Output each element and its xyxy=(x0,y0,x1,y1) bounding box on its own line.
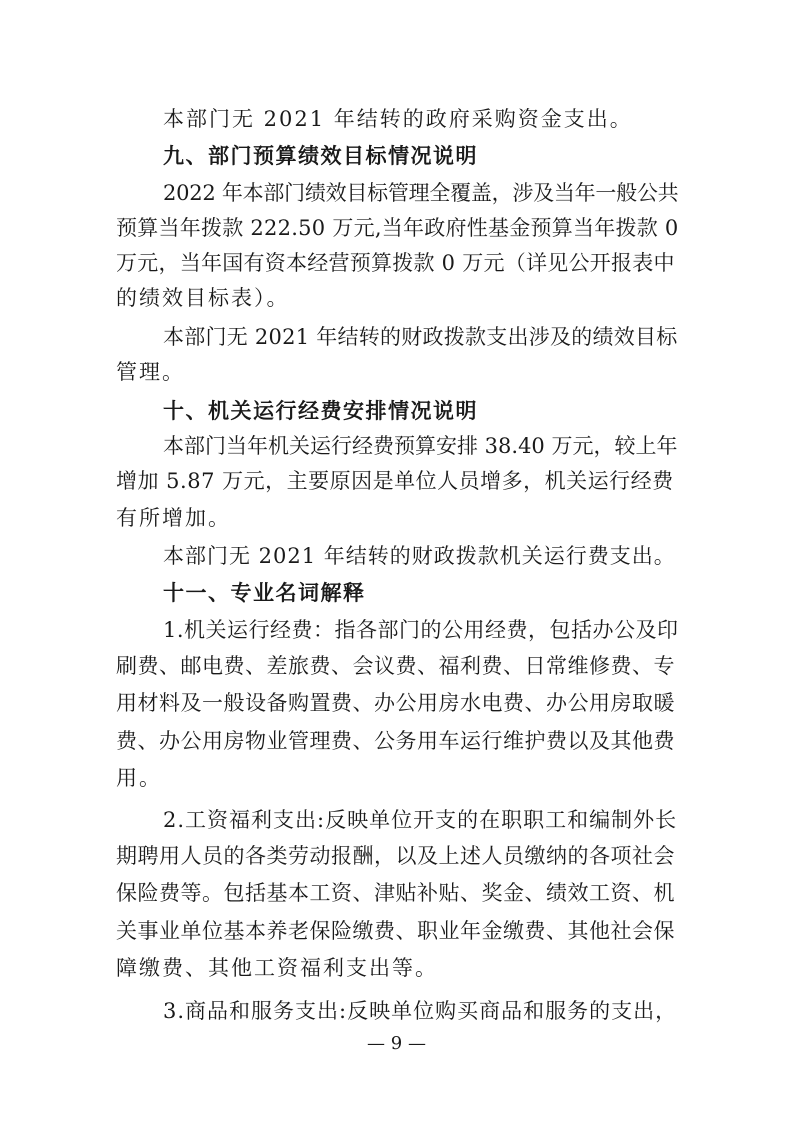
paragraph-line: 本部门无 2021 年结转的财政拨款机关运行费支出。 xyxy=(163,544,676,568)
paragraph-line: 有所增加。 xyxy=(116,506,231,530)
section-heading: 十、机关运行经费安排情况说明 xyxy=(163,399,478,423)
paragraph-line: 期聘用人员的各类劳动报酬，以及上述人员缴纳的各项社会 xyxy=(116,844,675,868)
paragraph-line: 2.工资福利支出:反映单位开支的在职职工和编制外长 xyxy=(163,808,678,832)
paragraph-line: 关事业单位基本养老保险缴费、职业年金缴费、其他社会保 xyxy=(116,919,675,943)
paragraph-line: 用材料及一般设备购置费、办公用房水电费、办公用房取暖 xyxy=(116,691,675,715)
paragraph-line: 保险费等。包括基本工资、津贴补贴、奖金、绩效工资、机 xyxy=(116,881,675,905)
paragraph-line: 本部门无 2021 年结转的政府采购资金支出。 xyxy=(163,107,633,131)
paragraph-line: 3.商品和服务支出:反映单位购买商品和服务的支出， xyxy=(163,999,678,1023)
paragraph-line: 的绩效目标表）。 xyxy=(116,286,290,310)
paragraph-line: 刷费、邮电费、差旅费、会议费、福利费、日常维修费、专 xyxy=(116,654,675,678)
paragraph-line: 预算当年拨款 222.50 万元,当年政府性基金预算当年拨款 0 xyxy=(116,216,679,240)
paragraph-line: 2022 年本部门绩效目标管理全覆盖，涉及当年一般公共 xyxy=(163,181,679,205)
paragraph-line: 万元，当年国有资本经营预算拨款 0 万元（详见公开报表中 xyxy=(116,251,675,275)
page-number: — 9 — xyxy=(367,1033,426,1054)
paragraph-line: 费、办公用房物业管理费、公务用车运行维护费以及其他费 xyxy=(116,729,675,753)
section-heading: 十一、专业名词解释 xyxy=(163,581,366,605)
paragraph-line: 增加 5.87 万元，主要原因是单位人员增多，机关运行经费 xyxy=(116,469,674,493)
paragraph-line: 本部门无 2021 年结转的财政拨款支出涉及的绩效目标 xyxy=(163,325,678,349)
paragraph-line: 管理。 xyxy=(116,360,185,384)
section-heading: 九、部门预算绩效目标情况说明 xyxy=(163,144,478,168)
paragraph-line: 用。 xyxy=(116,766,162,790)
paragraph-line: 障缴费、其他工资福利支出等。 xyxy=(116,956,438,980)
paragraph-line: 1.机关运行经费：指各部门的公用经费，包括办公及印 xyxy=(163,618,679,642)
paragraph-line: 本部门当年机关运行经费预算安排 38.40 万元，较上年 xyxy=(163,434,678,458)
